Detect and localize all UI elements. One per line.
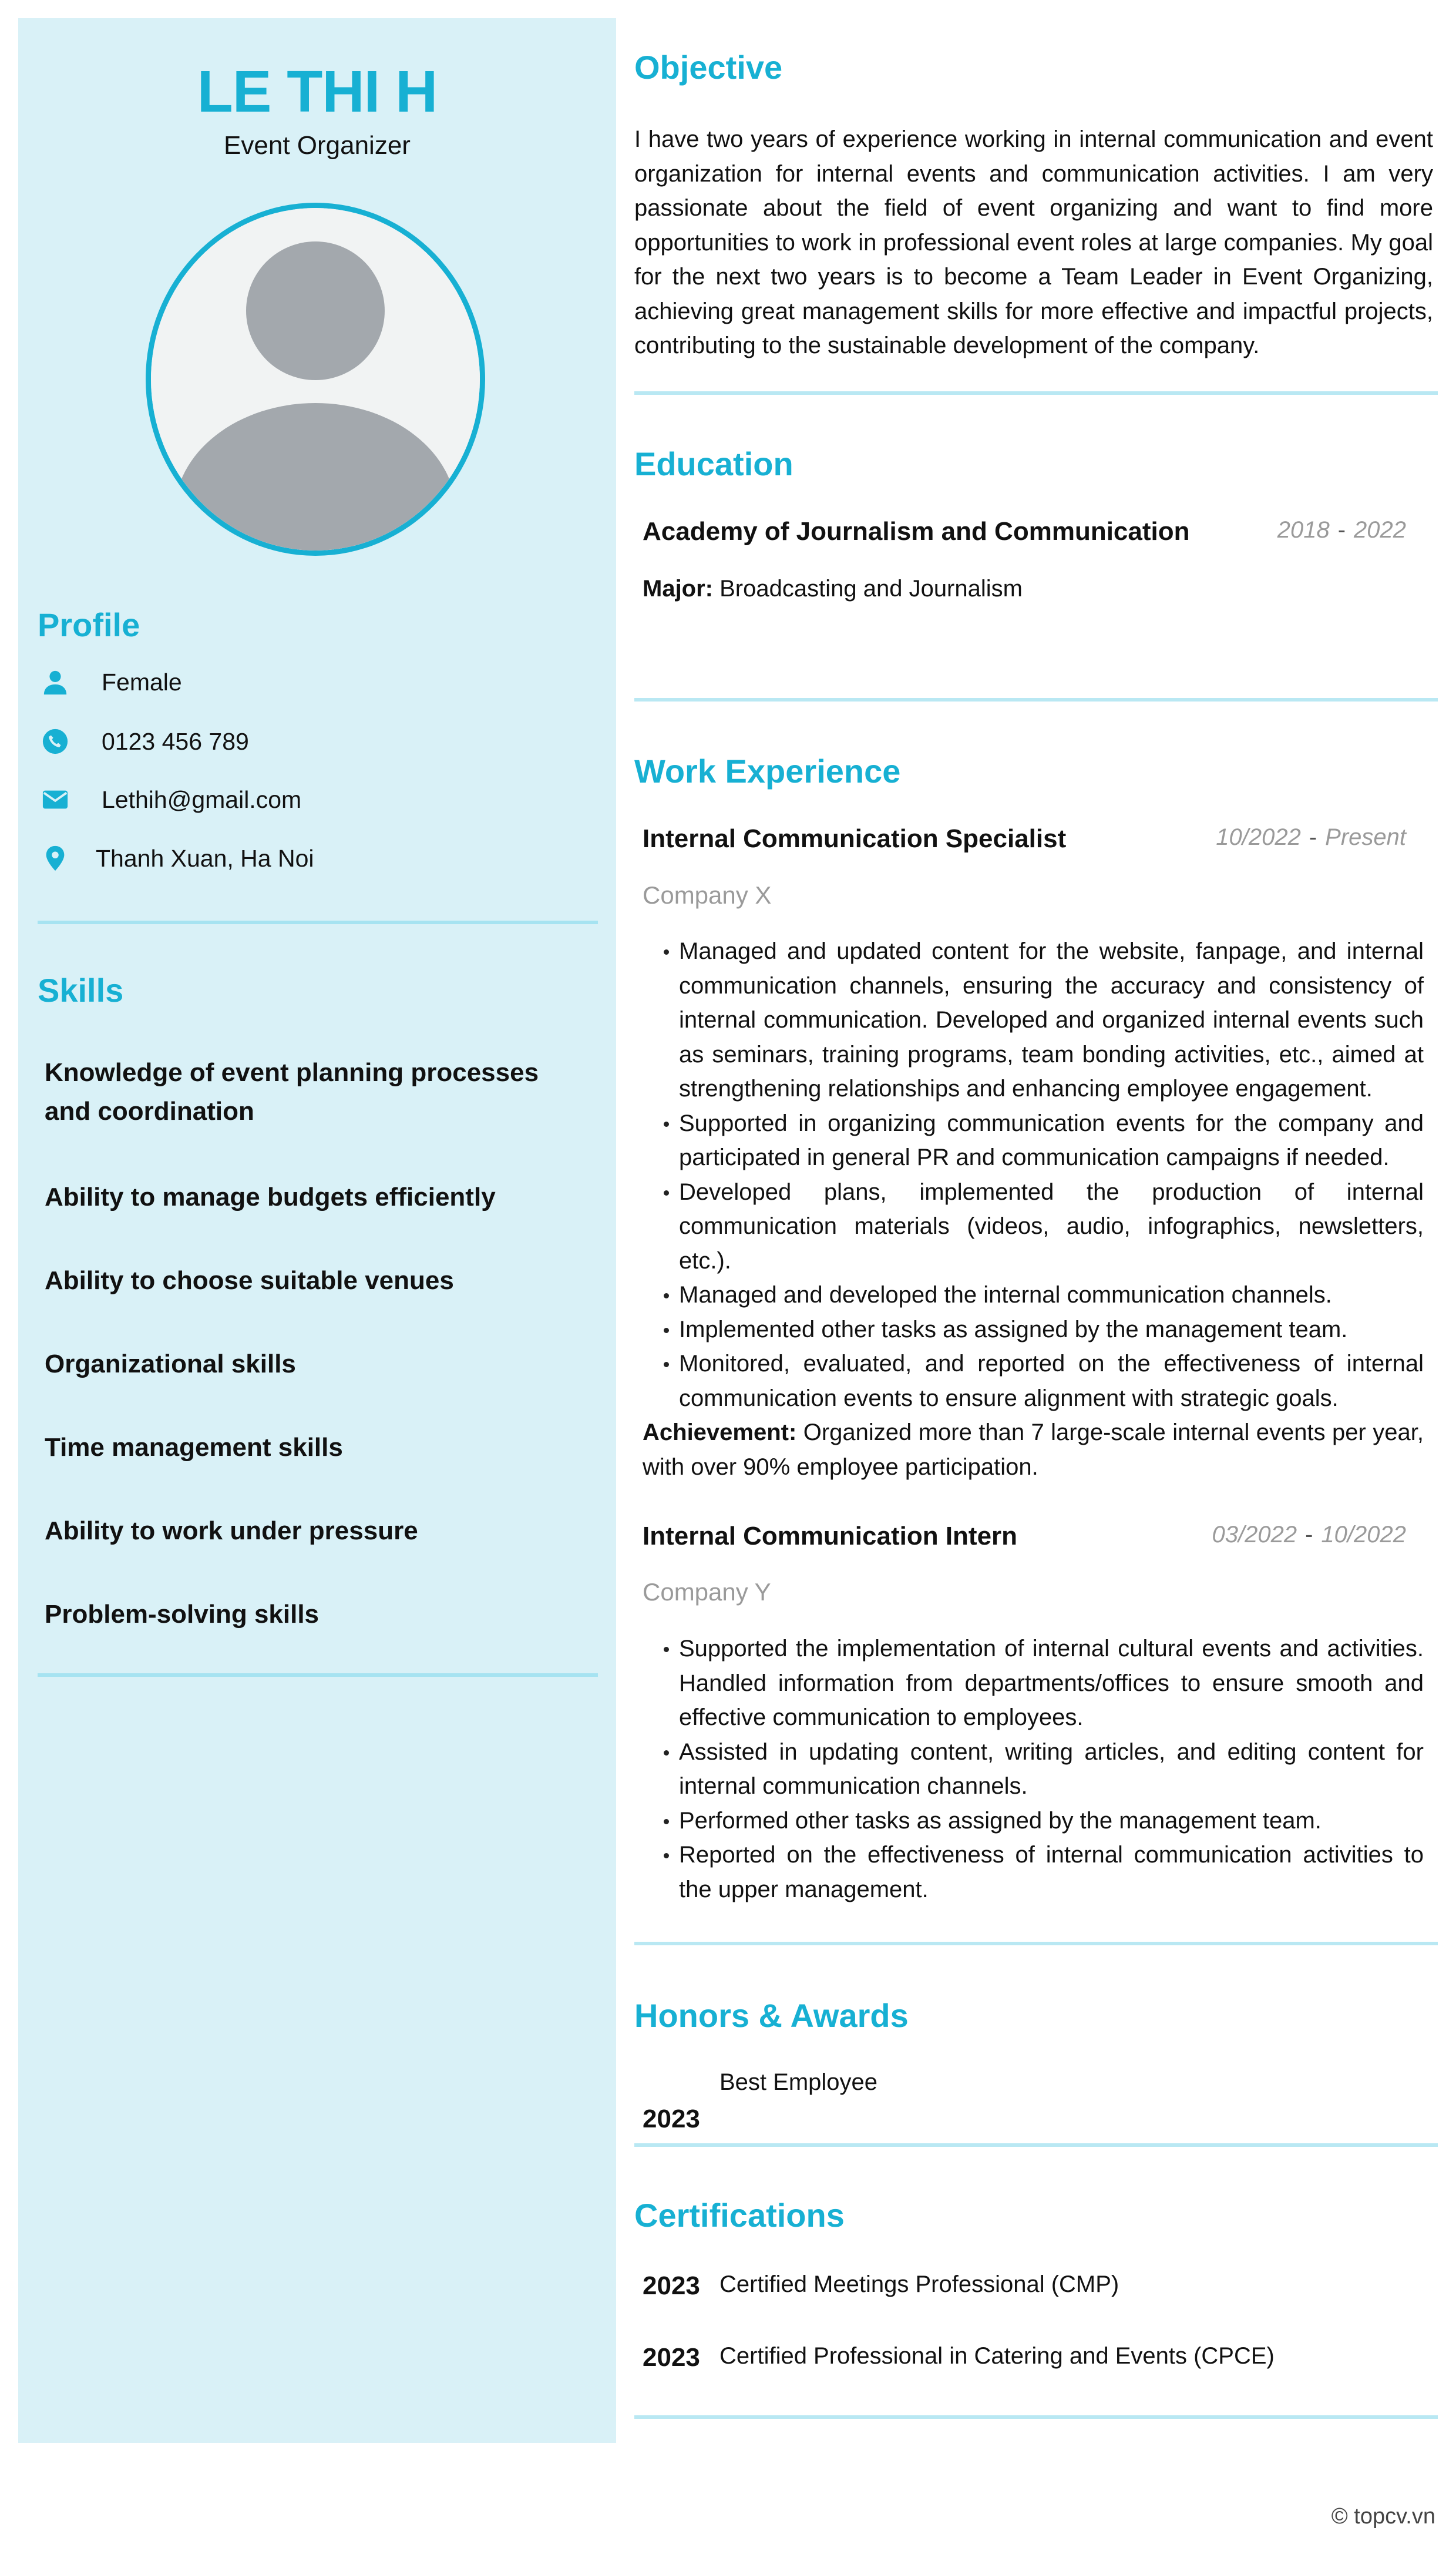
divider [38,921,598,924]
profile-section-title: Profile [38,606,140,643]
list-item: Managed and developed the internal communication channels. [643,1278,1424,1313]
profile-phone: 0123 456 789 [42,724,249,759]
profile-gender: Female [42,664,182,700]
footer-brand: © topcv.vn [1331,2504,1435,2529]
job-title: Internal Communication Specialist [643,824,1067,853]
phone-icon [42,724,77,759]
job-achievement: Achievement: Organized more than 7 large-scale internal events per year, with over 90% employee participation. [643,1419,1424,1480]
skill-item: Organizational skills [45,1350,296,1378]
job-entry-header [643,1522,1424,1557]
skill-item: Ability to manage budgets efficiently [45,1183,496,1211]
education-section-title: Education [634,445,793,482]
candidate-name: LE THI H [197,59,438,125]
education-dates: 2018 - 2022 [1277,517,1406,543]
education-entry [643,517,1424,552]
certification-name: Certified Meetings Professional (CMP) [719,2271,1119,2297]
list-item: Monitored, evaluated, and reported on the effectiveness of internal communication events to ensure alignment with strategic goals. [643,1347,1424,1415]
job-entry-header [643,824,1424,860]
avatar-placeholder-icon [151,208,480,551]
skills-section-title: Skills [38,972,124,1009]
divider [38,1673,598,1677]
location-pin-icon [42,841,77,876]
award-year: 2023 [643,2105,700,2133]
email-icon [42,782,77,817]
school-name: Academy of Journalism and Communication [643,517,1190,546]
skill-item: Knowledge of event planning processes and coordination [45,1058,539,1126]
divider [634,391,1438,395]
job-dates: 10/2022 - Present [1216,824,1406,850]
company-name: Company X [643,881,772,909]
objective-text: I have two years of experience working in internal communication and event organization for internal events and communication activities. I am very passionate about the field of event organizing and want to find more opportunities to work in professional event roles at large companies. My goal for the next two years is to become a Team Leader in Event Organizing, achieving great management skills for more effective and impactful projects, contributing to the sustainable development of the company. [634,126,1433,358]
certification-year: 2023 [643,2343,700,2372]
company-name: Company Y [643,1578,771,1606]
list-item: Performed other tasks as assigned by the management team. [643,1804,1424,1838]
certifications-section-title: Certifications [634,2197,845,2234]
certification-year: 2023 [643,2271,700,2300]
skill-item: Ability to choose suitable venues [45,1266,454,1295]
skill-item: Ability to work under pressure [45,1516,418,1545]
skill-item: Problem-solving skills [45,1600,320,1629]
list-item: Implemented other tasks as assigned by the management team. [643,1313,1424,1347]
job-responsibilities [643,934,1424,1415]
job-dates: 03/2022 - 10/2022 [1212,1522,1406,1548]
job-responsibilities [643,1632,1424,1907]
objective-section-title: Objective [634,49,783,86]
work-section-title: Work Experience [634,753,901,790]
job-title: Event Organizer [224,131,411,160]
divider [634,698,1438,702]
education-major: Major: Broadcasting and Journalism [643,576,1023,602]
job-title: Internal Communication Intern [643,1522,1018,1550]
person-icon [42,664,77,700]
awards-section-title: Honors & Awards [634,1997,909,2034]
divider [634,2143,1438,2147]
divider [634,2415,1438,2419]
list-item: Supported in organizing communication events for the company and participated in general PR and communication campaigns if needed. [643,1106,1424,1175]
list-item: Managed and updated content for the website, fanpage, and internal communication channels, ensuring the accuracy and consistency of internal communication. Developed and organized internal events such as seminars, training programs, team bonding activities, etc., aimed at strengthening relationships and enhancing employee engagement. [643,934,1424,1106]
list-item: Reported on the effectiveness of internal communication activities to the upper management. [643,1838,1424,1907]
divider [634,1942,1438,1945]
award-name: Best Employee [719,2069,878,2095]
list-item: Developed plans, implemented the production of internal communication materials (videos, audio, infographics, newsletters, etc.). [643,1175,1424,1278]
list-item: Assisted in updating content, writing articles, and editing content for internal communication channels. [643,1735,1424,1804]
profile-email: Lethih@gmail.com [42,782,301,817]
list-item: Supported the implementation of internal cultural events and activities. Handled information from departments/offices to ensure smooth and effective communication to employees. [643,1632,1424,1735]
sidebar [18,18,616,2443]
profile-address: Thanh Xuan, Ha Noi [42,841,314,876]
skill-item: Time management skills [45,1433,343,1462]
certification-name: Certified Professional in Catering and Events (CPCE) [719,2343,1275,2369]
avatar [146,203,485,556]
